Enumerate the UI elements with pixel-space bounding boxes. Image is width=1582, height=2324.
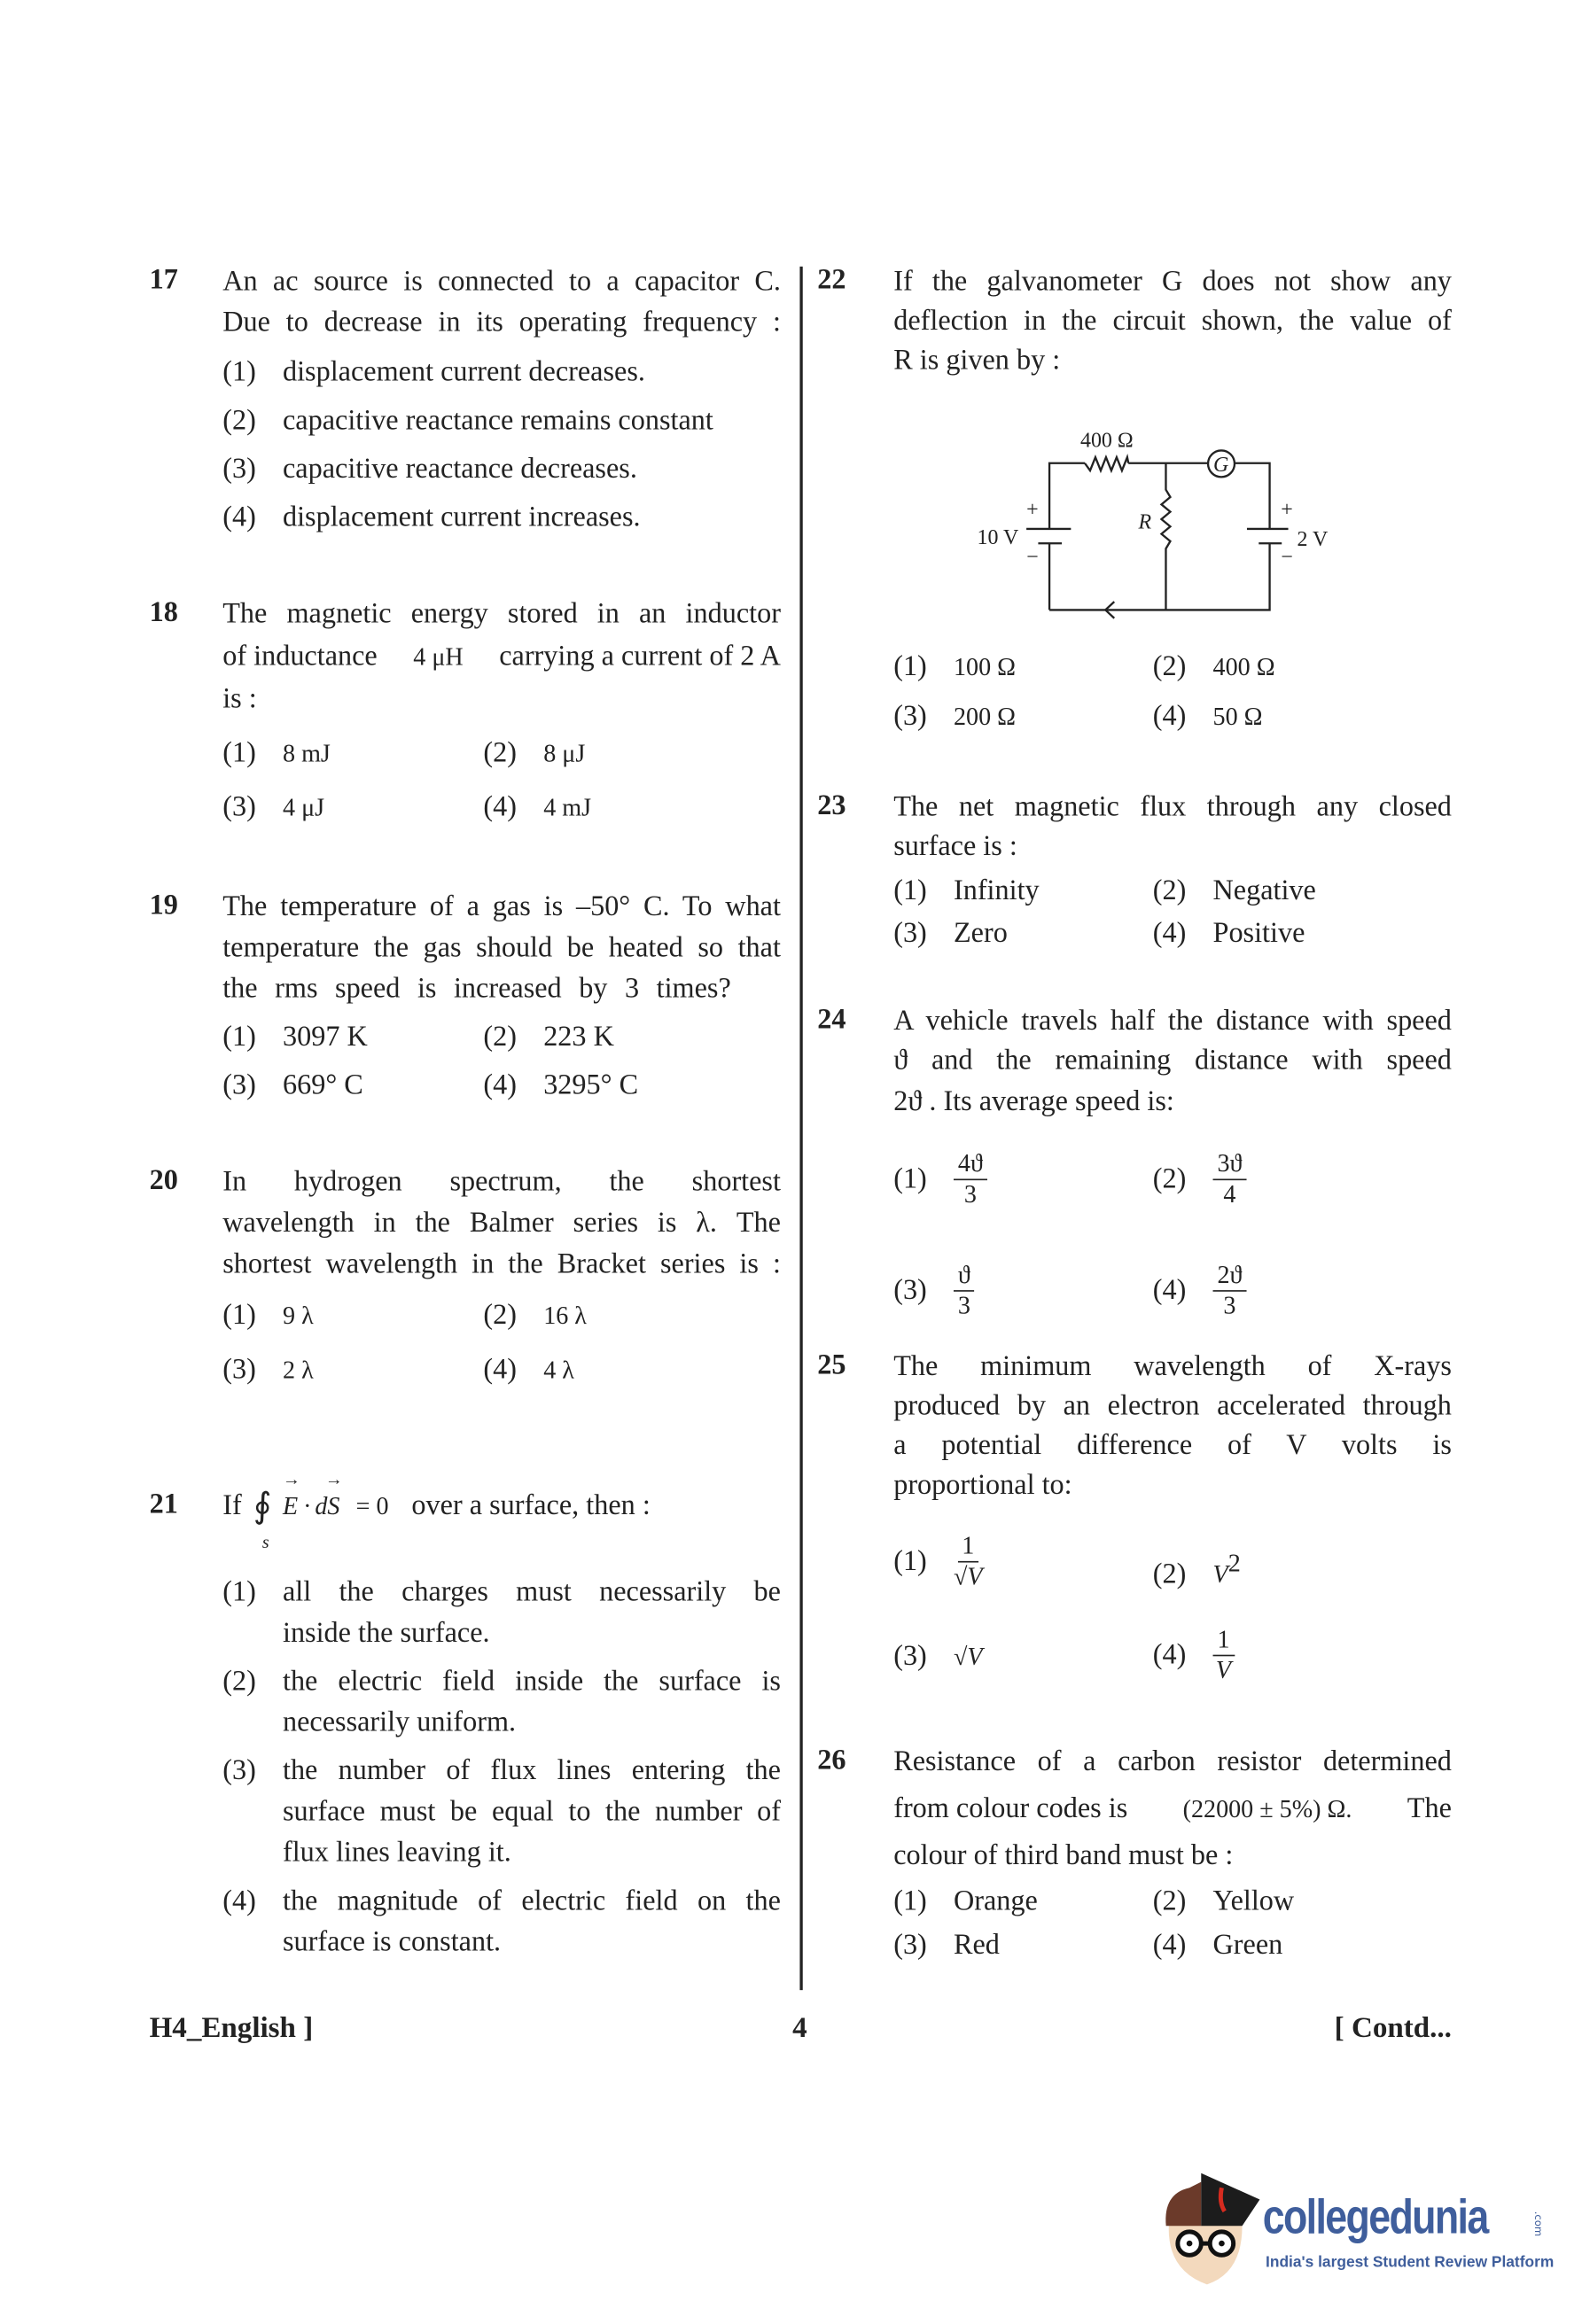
option-1[interactable]: [893, 648, 1016, 688]
option-number: (4): [222, 1885, 256, 1917]
option-text: surface is constant.: [282, 1927, 502, 1958]
option-text: 4 mJ: [543, 793, 592, 822]
numerator: 4ϑ: [954, 1149, 987, 1180]
option-text: displacement current increases.: [282, 501, 641, 533]
denominator: 3: [957, 1291, 970, 1320]
option-text: capacitive reactance decreases.: [282, 454, 637, 486]
option-number: (1): [893, 651, 927, 683]
option-3[interactable]: [893, 1925, 1000, 1966]
value: 4 μH: [413, 642, 464, 671]
option-text: surface must be equal to the number of: [282, 1796, 781, 1828]
numerator: ϑ: [954, 1261, 975, 1292]
question-text: produced by an electron accelerated through: [893, 1391, 1452, 1422]
option-number: (2): [222, 1666, 256, 1698]
text: The: [1407, 1793, 1452, 1825]
question-text: proportional to:: [893, 1470, 1072, 1502]
option-number: (3): [222, 1354, 256, 1386]
option-text: necessarily uniform.: [282, 1707, 517, 1738]
integral-subscript: s: [261, 1531, 269, 1552]
question-number: 23: [817, 790, 846, 822]
option-text: Orange: [953, 1885, 1038, 1917]
option-text: 400 Ω: [1212, 653, 1275, 681]
collegedunia-mascot-icon: [1157, 2167, 1263, 2290]
option-text: flux lines leaving it.: [282, 1838, 511, 1869]
option-number: (4): [222, 501, 256, 533]
question-number: 19: [149, 890, 178, 921]
option-text: displacement current decreases.: [282, 357, 645, 388]
question-text: Due to decrease in its operating frequency :: [222, 307, 781, 338]
circuit-diagram: [877, 399, 1499, 628]
denominator: 3: [963, 1180, 977, 1209]
question-text: R is given by :: [893, 346, 1061, 377]
option-number: (4): [1152, 1930, 1187, 1962]
option-text: √V: [953, 1643, 983, 1671]
fraction: [954, 1261, 975, 1321]
voltage-10v-label: 10 V: [977, 526, 1019, 550]
option-text: 16 λ: [543, 1302, 587, 1330]
denominator: 4: [1223, 1180, 1236, 1209]
option-number: (1): [222, 357, 256, 388]
option-4[interactable]: [483, 1350, 573, 1391]
closed-integral-symbol: ∮: [253, 1488, 272, 1527]
fraction: [954, 1149, 987, 1209]
resistance-value: (22000 ± 5%) Ω.: [1182, 1795, 1352, 1823]
option-number: (1): [222, 1577, 256, 1608]
numerator: 1: [1213, 1626, 1235, 1657]
resistor-label: 400 Ω: [1079, 429, 1134, 453]
battery-10v-icon: [1026, 529, 1071, 543]
option-number: (4): [1152, 1639, 1187, 1671]
option-text: 9 λ: [282, 1302, 314, 1330]
footer-page-number: 4: [792, 2011, 807, 2045]
option-4[interactable]: [222, 498, 640, 539]
option-text: inside the surface.: [282, 1618, 490, 1650]
logo-tagline: India's largest Student Review Platform: [1266, 2253, 1555, 2272]
option-number: (4): [1152, 701, 1187, 733]
wire-top-right: [1049, 463, 1270, 610]
vector-arrow: →: [282, 1468, 300, 1489]
option-text: 8 mJ: [282, 739, 331, 768]
option-text: Zero: [953, 918, 1008, 950]
option-3[interactable]: [893, 1261, 975, 1321]
option-number: (3): [222, 1070, 256, 1101]
question-text: In hydrogen spectrum, the shortest: [222, 1167, 781, 1198]
option-text: the electric field inside the surface is: [282, 1666, 781, 1698]
question-text-if: If: [222, 1490, 242, 1522]
option-number: (3): [893, 1930, 927, 1962]
option-1[interactable]: [222, 1018, 368, 1059]
option-number: (2): [1152, 875, 1187, 907]
option-number: (2): [1152, 1558, 1187, 1590]
option-3[interactable]: [222, 449, 637, 490]
option-text: Infinity: [953, 875, 1040, 907]
question-text: surface is :: [893, 831, 1017, 863]
option-number: (3): [893, 701, 927, 733]
option-number: (2): [1152, 1163, 1187, 1194]
option-2[interactable]: [1153, 648, 1275, 688]
option-text: 100 Ω: [953, 653, 1017, 681]
question-text: over a surface, then :: [411, 1490, 651, 1522]
option-3[interactable]: [222, 1066, 363, 1107]
option-number: (2): [1152, 1885, 1187, 1917]
option-number: (4): [483, 1354, 518, 1386]
question-number: 26: [817, 1745, 846, 1776]
logo-wordmark: collegedunia: [1262, 2188, 1488, 2244]
option-4[interactable]: [1153, 1261, 1247, 1321]
option-3[interactable]: [893, 1637, 982, 1678]
denominator: √V: [953, 1562, 983, 1590]
resistor-400-icon: [1085, 457, 1128, 470]
option-number: (1): [893, 1545, 927, 1577]
column-divider: [799, 267, 802, 1990]
option-1[interactable]: [893, 1532, 982, 1592]
minus-sign: −: [1026, 545, 1039, 569]
option-2[interactable]: [222, 401, 713, 442]
question-number: 24: [817, 1004, 846, 1036]
denominator: V: [1215, 1656, 1232, 1684]
denominator: 3: [1223, 1291, 1236, 1320]
option-number: (1): [222, 1300, 256, 1332]
vector-arrow: →: [324, 1468, 343, 1489]
option-number: (3): [222, 792, 256, 823]
minus-sign: −: [1281, 545, 1293, 569]
wire-left: [1049, 463, 1085, 610]
option-2[interactable]: [483, 734, 585, 774]
question-text: 2ϑ . Its average speed is:: [893, 1086, 1174, 1118]
option-3[interactable]: [222, 1350, 313, 1391]
question-text: The temperature of a gas is –50° C. To what: [222, 891, 781, 923]
option-4[interactable]: [1153, 1626, 1235, 1686]
plus-sign: +: [1281, 498, 1293, 522]
numerator: 1: [957, 1532, 978, 1563]
question-number: 21: [149, 1488, 178, 1520]
plus-sign: +: [1026, 498, 1039, 522]
option-2[interactable]: [1153, 871, 1316, 912]
option-2[interactable]: [483, 1296, 587, 1337]
option-number: (2): [483, 1300, 518, 1332]
question-text: colour of third band must be :: [893, 1840, 1234, 1872]
option-2[interactable]: [1153, 1149, 1247, 1209]
question-number: 22: [817, 265, 846, 296]
option-text: Negative: [1212, 875, 1316, 907]
question-text: The magnetic energy stored in an inductor: [222, 598, 781, 630]
option-number: (3): [222, 454, 256, 486]
exponent: 2: [1227, 1549, 1241, 1578]
option-text: Red: [953, 1930, 1000, 1962]
option-number: (1): [893, 1163, 927, 1194]
vector-ds: dS: [315, 1492, 340, 1520]
option-3[interactable]: [893, 697, 1016, 738]
fraction: [954, 1532, 983, 1592]
option-text: 8 μJ: [543, 739, 586, 768]
option-text: Green: [1212, 1930, 1283, 1962]
option-number: (3): [222, 1755, 256, 1787]
option-number: (4): [483, 792, 518, 823]
question-text: Resistance of a carbon resistor determined: [893, 1746, 1452, 1778]
question-number: 17: [149, 265, 178, 296]
option-1[interactable]: [222, 734, 331, 774]
option-text: all the charges must necessarily be: [282, 1577, 781, 1608]
question-text: wavelength in the Balmer series is λ. The: [222, 1208, 781, 1240]
question-text: [222, 637, 781, 678]
option-text: Yellow: [1212, 1885, 1295, 1917]
question-text: The net magnetic flux through any closed: [893, 792, 1452, 823]
question-text: The minimum wavelength of X-rays: [893, 1351, 1452, 1383]
option-1[interactable]: [893, 1882, 1038, 1923]
numerator: 2ϑ: [1213, 1261, 1247, 1292]
option-text: 200 Ω: [953, 703, 1017, 731]
dot-operator: ·: [303, 1492, 312, 1520]
text: carrying a current of 2 A: [499, 641, 781, 672]
option-4[interactable]: [1153, 913, 1305, 954]
resistor-r-label: R: [1138, 510, 1152, 534]
fraction: [1213, 1261, 1247, 1321]
option-number: (2): [1152, 651, 1187, 683]
equals-zero: = 0: [355, 1492, 389, 1520]
option-text: 669° C: [282, 1070, 363, 1101]
option-number: (4): [1152, 918, 1187, 950]
question-text: [893, 1790, 1452, 1830]
fraction: [1213, 1626, 1235, 1686]
resistor-r-icon: [1161, 463, 1170, 610]
option-number: (3): [893, 1641, 927, 1673]
question-text: deflection in the circuit shown, the value of: [893, 306, 1452, 338]
footer-paper-code: H4_English ]: [149, 2011, 314, 2045]
option-number: (2): [222, 405, 256, 437]
question-text: temperature the gas should be heated so that: [222, 932, 781, 964]
question-text: If the galvanometer G does not show any: [893, 266, 1452, 298]
option-number: (3): [893, 1274, 927, 1306]
numerator: 3ϑ: [1213, 1149, 1247, 1180]
option-text: 3097 K: [282, 1022, 368, 1053]
option-number: (2): [483, 738, 518, 769]
option-text: 2 λ: [282, 1356, 314, 1384]
option-text: Positive: [1212, 918, 1305, 950]
option-text: 4 μJ: [282, 793, 325, 822]
option-text: 223 K: [543, 1022, 614, 1053]
option-1[interactable]: [893, 1149, 987, 1209]
option-text: the magnitude of electric field on the: [282, 1885, 781, 1917]
logo-com: .com: [1531, 2211, 1545, 2237]
option-2[interactable]: [1153, 1543, 1241, 1596]
option-text: capacitive reactance remains constant: [282, 405, 713, 437]
question-text: A vehicle travels half the distance with speed: [893, 1006, 1452, 1038]
option-number: (4): [483, 1070, 518, 1101]
option-number: (4): [1152, 1274, 1187, 1306]
option-4[interactable]: [483, 788, 591, 828]
option-number: (1): [222, 1022, 256, 1053]
footer-contd: [ Contd...: [1334, 2011, 1452, 2045]
option-text: V: [1212, 1560, 1228, 1589]
option-4[interactable]: [1153, 697, 1263, 738]
option-text: 4 λ: [543, 1356, 574, 1384]
text: of inductance: [222, 641, 378, 672]
question-number: 25: [817, 1349, 846, 1381]
fraction: [1213, 1149, 1247, 1209]
option-3[interactable]: [222, 788, 324, 828]
option-text: the number of flux lines entering the: [282, 1755, 781, 1787]
option-2[interactable]: [1153, 1882, 1294, 1923]
option-text: 3295° C: [543, 1070, 639, 1101]
option-number: (2): [483, 1022, 518, 1053]
question-number: 18: [149, 597, 178, 629]
option-4[interactable]: [483, 1066, 638, 1107]
option-text: 50 Ω: [1212, 703, 1263, 731]
vector-e: E: [282, 1492, 299, 1520]
question-text: An ac source is connected to a capacitor C.: [222, 266, 781, 298]
option-2[interactable]: [483, 1018, 613, 1059]
battery-2v-icon: [1247, 529, 1289, 543]
option-number: (1): [893, 875, 927, 907]
question-text: shortest wavelength in the Bracket series is :: [222, 1248, 781, 1280]
voltage-2v-label: 2 V: [1297, 527, 1329, 551]
option-number: (1): [222, 738, 256, 769]
galvanometer-label: G: [1213, 454, 1229, 478]
option-number: (3): [893, 918, 927, 950]
text: from colour codes is: [893, 1793, 1128, 1825]
option-1[interactable]: [222, 353, 645, 393]
question-text: ϑ and the remaining distance with speed: [893, 1045, 1452, 1077]
option-4[interactable]: [1153, 1925, 1283, 1966]
question-text: is :: [222, 683, 257, 715]
option-1[interactable]: [893, 871, 1039, 912]
option-1[interactable]: [222, 1296, 313, 1337]
question-text: a potential difference of V volts is: [893, 1430, 1452, 1462]
question-number: 20: [149, 1165, 178, 1197]
option-number: (1): [893, 1885, 927, 1917]
question-text: the rms speed is increased by 3 times?: [222, 974, 731, 1005]
option-3[interactable]: [893, 913, 1008, 954]
